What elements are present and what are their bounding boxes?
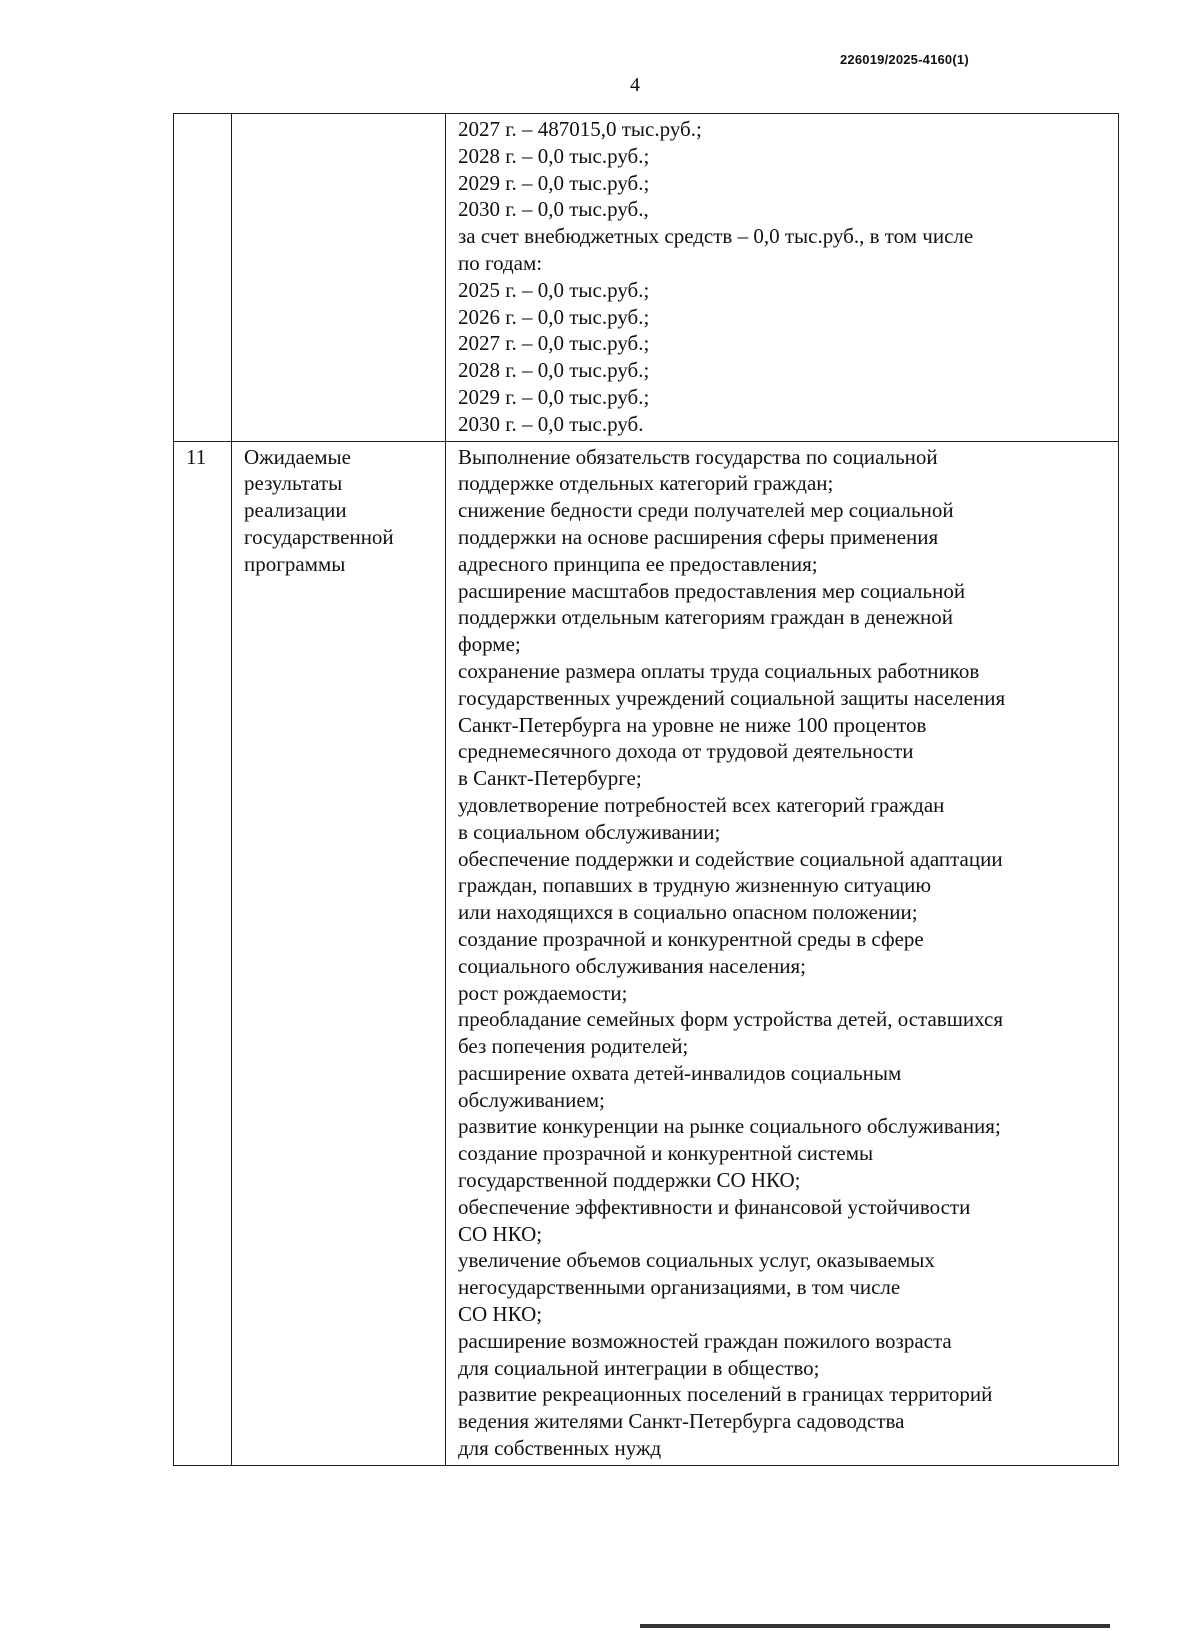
content-line: 2025 г. – 0,0 тыс.руб.; — [458, 277, 650, 302]
row-number-cell — [174, 114, 232, 442]
content-line: сохранение размера оплаты труда социальных работников — [458, 658, 980, 683]
label-line: программы — [244, 551, 346, 576]
content-line: форме; — [458, 632, 521, 657]
content-line: поддержки на основе расширения сферы применения — [458, 524, 939, 549]
content-line: за счет внебюджетных средств – 0,0 тыс.руб., в том числе — [458, 224, 974, 249]
table-row — [174, 441, 1119, 1465]
row-number-cell — [174, 441, 232, 1465]
content-line: создание прозрачной и конкурентной среды в сфере — [458, 926, 924, 951]
table-row — [174, 114, 1119, 442]
content-line: 2028 г. – 0,0 тыс.руб.; — [458, 358, 650, 383]
content-line: снижение бедности среди получателей мер социальной — [458, 498, 954, 523]
content-line: адресного принципа ее предоставления; — [458, 551, 818, 576]
row-content-cell — [446, 441, 1119, 1465]
content-line: удовлетворение потребностей всех категорий граждан — [458, 792, 945, 817]
content-line: 2030 г. – 0,0 тыс.руб. — [458, 411, 644, 436]
content-line: увеличение объемов социальных услуг, оказываемых — [458, 1248, 935, 1273]
content-line: расширение масштабов предоставления мер социальной — [458, 578, 966, 603]
document-id: 226019/2025-4160(1) — [840, 52, 969, 67]
content-line: 2028 г. – 0,0 тыс.руб.; — [458, 143, 650, 168]
content-line: 2029 г. – 0,0 тыс.руб.; — [458, 384, 650, 409]
label-line: результаты — [244, 471, 343, 496]
content-line: Санкт-Петербурга на уровне не ниже 100 процентов — [458, 712, 927, 737]
content-line: Выполнение обязательств государства по социальной — [458, 444, 938, 469]
content-line: рост рождаемости; — [458, 980, 628, 1005]
content-line: граждан, попавших в трудную жизненную ситуацию — [458, 873, 932, 898]
content-line: развитие рекреационных поселений в границах территорий — [458, 1382, 993, 1407]
content-line: обеспечение эффективности и финансовой устойчивости — [458, 1194, 971, 1219]
content-line: среднемесячного дохода от трудовой деятельности — [458, 739, 914, 764]
content-line: расширение охвата детей-инвалидов социальным — [458, 1060, 902, 1085]
content-line: поддержке отдельных категорий граждан; — [458, 471, 834, 496]
content-line: государственных учреждений социальной защиты населения — [458, 685, 1006, 710]
content-line: обслуживанием; — [458, 1087, 605, 1112]
content-line: расширение возможностей граждан пожилого возраста — [458, 1328, 952, 1353]
content-line: ведения жителями Санкт-Петербурга садоводства — [458, 1409, 905, 1434]
content-line: без попечения родителей; — [458, 1034, 689, 1059]
row-content-cell — [446, 114, 1119, 442]
content-line: в Санкт-Петербурге; — [458, 766, 642, 791]
content-line: 2029 г. – 0,0 тыс.руб.; — [458, 170, 650, 195]
content-line: по годам: — [458, 250, 543, 275]
row-number: 11 — [186, 444, 207, 469]
label-line: государственной — [244, 524, 394, 549]
content-line: СО НКО; — [458, 1302, 543, 1327]
table-body — [174, 114, 1119, 1466]
content-line: поддержки отдельным категориям граждан в денежной — [458, 605, 953, 630]
content-line: обеспечение поддержки и содействие социальной адаптации — [458, 846, 1003, 871]
content-line: или находящихся в социально опасном положении; — [458, 900, 918, 925]
row-label-cell — [232, 114, 446, 442]
content-line: социального обслуживания населения; — [458, 953, 806, 978]
page-number: 4 — [630, 74, 640, 96]
row-label-cell — [232, 441, 446, 1465]
content-line: 2030 г. – 0,0 тыс.руб., — [458, 197, 649, 222]
content-line: для собственных нужд — [458, 1436, 662, 1461]
bottom-rule — [640, 1624, 1110, 1628]
content-line: негосударственными организациями, в том числе — [458, 1275, 901, 1300]
content-line: в социальном обслуживании; — [458, 819, 721, 844]
content-line: 2027 г. – 0,0 тыс.руб.; — [458, 331, 650, 356]
label-line: реализации — [244, 498, 347, 523]
content-line: СО НКО; — [458, 1221, 543, 1246]
content-line: для социальной интеграции в общество; — [458, 1355, 820, 1380]
content-line: государственной поддержки СО НКО; — [458, 1168, 801, 1193]
content-line: создание прозрачной и конкурентной системы — [458, 1141, 874, 1166]
content-line: преобладание семейных форм устройства детей, оставшихся — [458, 1007, 1003, 1032]
content-line: 2026 г. – 0,0 тыс.руб.; — [458, 304, 650, 329]
label-line: Ожидаемые — [244, 444, 351, 469]
program-passport-table — [173, 113, 1119, 1466]
content-line: 2027 г. – 487015,0 тыс.руб.; — [458, 117, 702, 141]
content-line: развитие конкуренции на рынке социального обслуживания; — [458, 1114, 1001, 1139]
